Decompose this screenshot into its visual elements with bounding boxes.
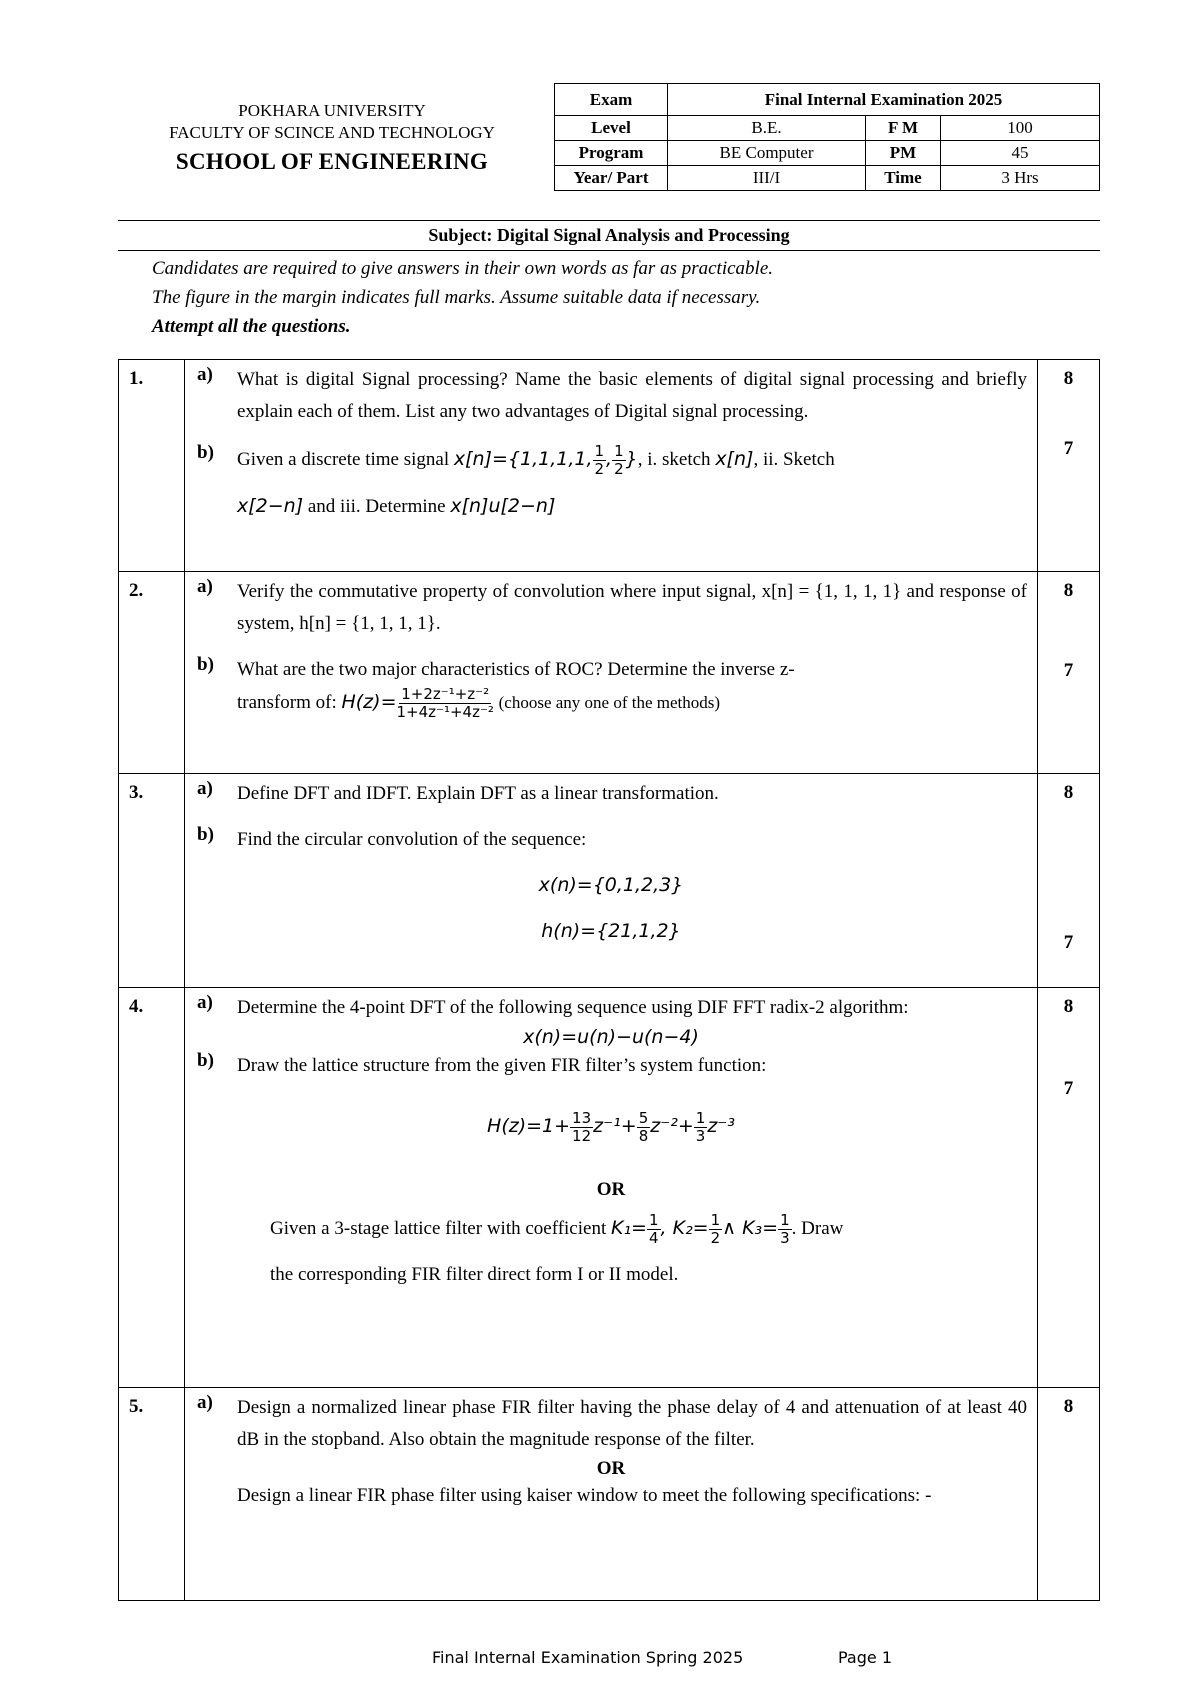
text: transform of: bbox=[237, 692, 337, 713]
numerator: 13 bbox=[572, 1109, 592, 1127]
exam-value: Final Internal Examination 2025 bbox=[668, 84, 1100, 116]
question-number: 1. bbox=[119, 360, 185, 572]
marks-cell bbox=[1038, 360, 1100, 572]
marks-3a: 8 bbox=[1063, 782, 1074, 803]
numerator: 1 bbox=[710, 1211, 721, 1230]
numerator: 1 bbox=[614, 442, 624, 461]
question-text: Given a discrete time signal x[n]={1,1,1,1, $\frac{1}{2}$ , $\frac{1}{2}$ }, i. sketch x[n], ii. Sketch x[2−n] and iii. Determine x[n]u[2−n] bbox=[237, 442, 835, 517]
or-separator: OR bbox=[596, 1458, 626, 1479]
sequence-x: x(n)={0,1,2,3} bbox=[538, 874, 684, 896]
marks-cell bbox=[1038, 572, 1100, 774]
denominator: 4 bbox=[648, 1229, 659, 1248]
sub-label: a) bbox=[197, 364, 213, 385]
question-number: 4. bbox=[119, 988, 185, 1388]
questions-table bbox=[118, 359, 1100, 1601]
denominator: 8 bbox=[638, 1127, 649, 1145]
question-row-2 bbox=[119, 572, 1100, 774]
marks-2b: 7 bbox=[1063, 660, 1074, 681]
math: z⁻³ bbox=[707, 1114, 735, 1137]
text: the corresponding FIR filter direct form I or II model. bbox=[270, 1264, 679, 1285]
marks-4a: 8 bbox=[1063, 996, 1074, 1017]
year-label: Year/ Part bbox=[555, 166, 668, 191]
faculty-name: FACULTY OF SCINCE AND TECHNOLOGY bbox=[169, 123, 495, 142]
sub-question-5a bbox=[185, 1392, 1037, 1456]
pm-value: 45 bbox=[941, 141, 1100, 166]
fir-system-function bbox=[185, 1110, 1037, 1145]
sub-label: b) bbox=[197, 824, 214, 845]
question-text: Define DFT and IDFT. Explain DFT as a linear transformation. bbox=[237, 783, 719, 804]
math: H(z)= bbox=[341, 691, 397, 713]
subject-title: Subject: Digital Signal Analysis and Processing bbox=[428, 225, 790, 245]
fraction bbox=[612, 443, 626, 478]
question-number: 3. bbox=[119, 774, 185, 988]
exam-label: Exam bbox=[555, 84, 668, 116]
year-value: III/I bbox=[668, 166, 866, 191]
level-value: B.E. bbox=[668, 116, 866, 141]
fraction bbox=[397, 686, 494, 721]
numerator: 1 bbox=[648, 1211, 659, 1230]
fraction bbox=[709, 1212, 723, 1247]
denominator: 12 bbox=[572, 1127, 592, 1145]
instruction-line-3: Attempt all the questions. bbox=[152, 316, 351, 337]
or-separator: OR bbox=[596, 1179, 626, 1200]
sub-label: a) bbox=[197, 1392, 213, 1413]
fm-value: 100 bbox=[941, 116, 1100, 141]
text: , i. sketch bbox=[637, 449, 711, 470]
numerator: 1 bbox=[594, 442, 605, 461]
sub-question-2a bbox=[185, 576, 1037, 640]
text: What are the two major characteristics of ROC? Determine the inverse z- bbox=[237, 659, 795, 680]
sub-question-2b bbox=[185, 654, 1037, 721]
sub-label: b) bbox=[197, 654, 214, 675]
sub-label: b) bbox=[197, 1050, 214, 1071]
question-text: Design a linear FIR phase filter using kaiser window to meet the following specifications: - bbox=[237, 1485, 932, 1506]
math: ∧ K₃= bbox=[722, 1217, 779, 1239]
question-row-4 bbox=[119, 988, 1100, 1388]
sequence-h: h(n)={21,1,2} bbox=[541, 920, 681, 942]
institution-block bbox=[118, 100, 546, 180]
sequence-eq: x(n)=u(n)−u(n−4) bbox=[523, 1026, 699, 1048]
math: x[n]u[2−n] bbox=[450, 495, 556, 517]
instruction-line-2: The figure in the margin indicates full marks. Assume suitable data if necessary. bbox=[152, 287, 761, 308]
math: z⁻¹+ bbox=[593, 1114, 637, 1137]
program-label: Program bbox=[555, 141, 668, 166]
math: H(z)=1+ bbox=[487, 1114, 571, 1137]
footer-page: Page 1 bbox=[838, 1648, 892, 1667]
question-text bbox=[237, 654, 1037, 721]
marks-4b: 7 bbox=[1063, 1078, 1074, 1099]
pm-label: PM bbox=[866, 141, 941, 166]
denominator: 1+4z⁻¹+4z⁻² bbox=[396, 703, 494, 722]
question-text: Verify the commutative property of convolution where input signal, x[n] = {1, 1, 1, 1} and response of system, h[n] = {1, 1, 1, 1}. bbox=[237, 581, 1027, 634]
sub-question-3a bbox=[185, 778, 1037, 810]
level-label: Level bbox=[555, 116, 668, 141]
spacer bbox=[185, 1480, 237, 1512]
question-text: What is digital Signal processing? Name the basic elements of digital signal processing and briefly explain each of them. List any two advantages of Digital signal processing. bbox=[237, 369, 1027, 422]
fraction bbox=[694, 1110, 708, 1145]
sub-label: a) bbox=[197, 576, 213, 597]
time-label: Time bbox=[866, 166, 941, 191]
fraction bbox=[647, 1212, 661, 1247]
text: . Draw bbox=[791, 1218, 844, 1239]
fraction bbox=[593, 443, 607, 478]
numerator: 5 bbox=[638, 1109, 649, 1127]
denominator: 2 bbox=[594, 460, 605, 479]
signal-expr: x[n]={1,1,1,1, bbox=[453, 448, 593, 470]
sub-label: a) bbox=[197, 778, 213, 799]
question-number: 5. bbox=[119, 1388, 185, 1601]
time-value: 3 Hrs bbox=[941, 166, 1100, 191]
subject-top-rule bbox=[118, 220, 1100, 221]
marks-cell bbox=[1038, 988, 1100, 1388]
school-name: SCHOOL OF ENGINEERING bbox=[175, 149, 489, 174]
sub-question-1a bbox=[185, 364, 1037, 428]
fraction bbox=[778, 1212, 792, 1247]
math: , K₂= bbox=[660, 1217, 709, 1239]
text: Given a 3-stage lattice filter with coefficient bbox=[270, 1218, 607, 1239]
text: and iii. Determine bbox=[307, 496, 446, 517]
numerator: 1+2z⁻¹+z⁻² bbox=[401, 685, 490, 704]
subject-bottom-rule bbox=[118, 250, 1100, 251]
question-row-1 bbox=[119, 360, 1100, 572]
math: x[2−n] bbox=[237, 495, 304, 517]
marks-cell bbox=[1038, 774, 1100, 988]
fraction bbox=[570, 1110, 593, 1145]
program-value: BE Computer bbox=[668, 141, 866, 166]
marks-1b: 7 bbox=[1063, 438, 1074, 459]
instruction-line-1: Candidates are required to give answers in their own words as far as practicable. bbox=[152, 258, 773, 279]
university-name: POKHARA UNIVERSITY bbox=[238, 101, 426, 120]
denominator: 3 bbox=[780, 1229, 790, 1248]
alt-question-5a bbox=[185, 1480, 1037, 1512]
question-text: Design a normalized linear phase FIR filter having the phase delay of 4 and attenuation of at least 40 dB in the stopband. Also obtain the magnitude response of the filter. bbox=[237, 1397, 1027, 1450]
math: x[n] bbox=[715, 448, 754, 470]
text: (choose any one of the methods) bbox=[498, 693, 721, 712]
numerator: 1 bbox=[780, 1211, 790, 1230]
math: z⁻²+ bbox=[650, 1114, 694, 1137]
marks-3b: 7 bbox=[1063, 932, 1074, 953]
marks-cell bbox=[1038, 1388, 1100, 1601]
instructions bbox=[152, 254, 773, 341]
sub-label: b) bbox=[197, 442, 214, 463]
text: , ii. Sketch bbox=[753, 449, 835, 470]
denominator: 3 bbox=[695, 1127, 706, 1145]
question-row-5 bbox=[119, 1388, 1100, 1601]
question-text: Draw the lattice structure from the given FIR filter’s system function: bbox=[237, 1055, 767, 1076]
fm-label: F M bbox=[866, 116, 941, 141]
question-row-3 bbox=[119, 774, 1100, 988]
sub-question-3b bbox=[185, 824, 1037, 856]
footer-exam: Final Internal Examination Spring 2025 bbox=[432, 1648, 744, 1667]
text: Given a discrete time signal bbox=[237, 449, 450, 470]
marks-1a: 8 bbox=[1063, 368, 1074, 389]
math: K₁= bbox=[610, 1217, 647, 1239]
marks-5a: 8 bbox=[1063, 1396, 1074, 1417]
denominator: 2 bbox=[710, 1229, 721, 1248]
question-number: 2. bbox=[119, 572, 185, 774]
alt-question-4b bbox=[270, 1205, 1037, 1298]
marks-2a: 8 bbox=[1063, 580, 1074, 601]
exam-info-table bbox=[554, 83, 1100, 191]
numerator: 1 bbox=[695, 1109, 706, 1127]
fraction bbox=[637, 1110, 651, 1145]
denominator: 2 bbox=[614, 460, 624, 479]
sub-question-1b bbox=[185, 436, 1037, 530]
sub-label: a) bbox=[197, 992, 213, 1013]
sub-question-4b bbox=[185, 1050, 1037, 1082]
question-text: Find the circular convolution of the sequence: bbox=[237, 829, 587, 850]
question-text: Determine the 4-point DFT of the following sequence using DIF FFT radix-2 algorithm: bbox=[237, 997, 909, 1018]
sub-question-4a bbox=[185, 992, 1037, 1024]
